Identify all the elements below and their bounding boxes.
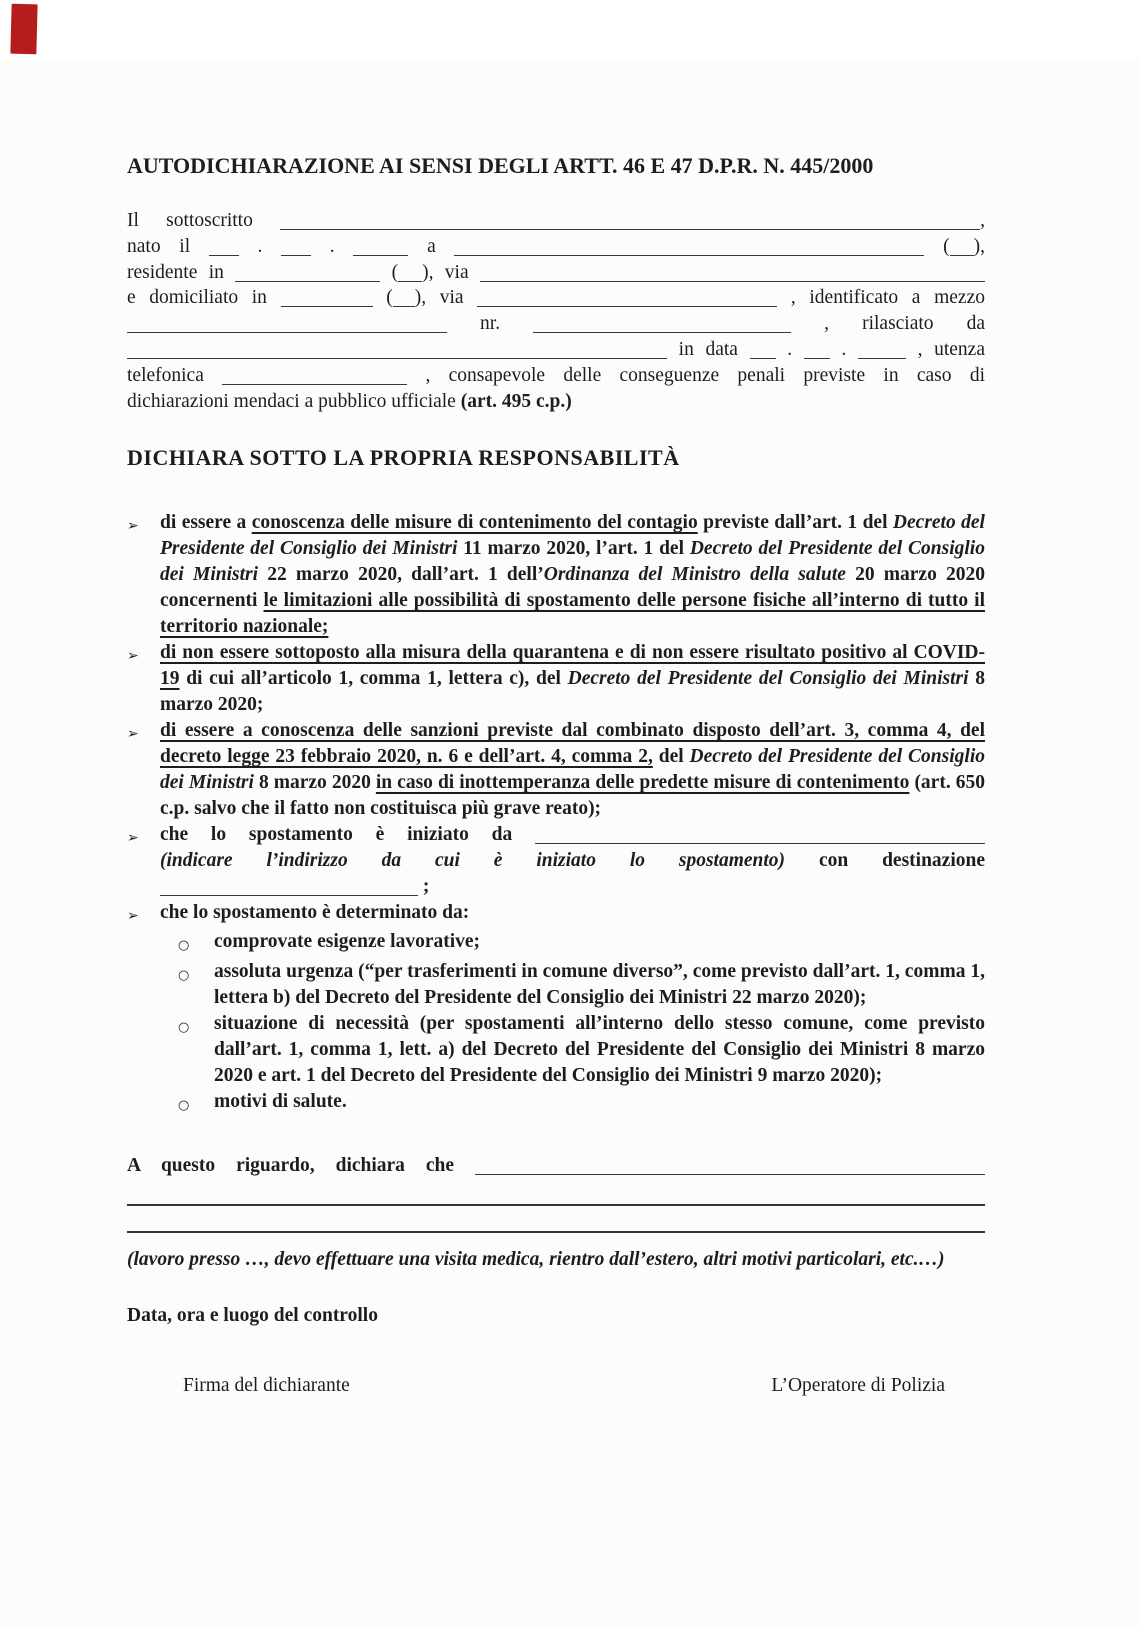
text-run: (lavoro presso …, devo effettuare una visita medica, rientro dall’estero, altri motivi particolari, etc.…) [127,1249,945,1271]
blank-field [480,261,985,282]
text-run: di non essere sottoposto alla misura della quarantena e di non essere risultato positivo al COVID-19 [160,642,985,690]
text-run: del [652,746,690,768]
bullet-content [214,1011,985,1089]
text-run: motivi di salute. [214,1091,347,1113]
bullet-content [160,900,985,929]
blank-field [950,235,974,256]
text-run: , utenza [905,338,985,360]
blank-field [533,313,791,334]
examples-note [127,1247,985,1273]
text-run: nato il [127,235,209,257]
text-line [214,959,985,1011]
blank-field [750,338,776,359]
text-line [127,363,985,389]
text-line [127,234,985,260]
text-run: in data [667,338,750,360]
text-line [160,900,985,926]
text-run: Decreto del Presidente del Consiglio dei Ministri [567,668,969,690]
text-run: di cui all’articolo 1, comma 1, lettera c), del [179,668,568,690]
text-run: DICHIARA SOTTO LA PROPRIA RESPONSABILITÀ [127,445,680,471]
bullet-item-quarantine [127,640,985,718]
text-run: Decreto del Presidente del Consiglio dei Ministri [160,512,985,560]
blank-field [281,287,373,308]
text-run: , identificato a mezzo [777,287,985,309]
text-run: situazione di necessità (per spostamenti all’interno dello stesso comune, come previsto dall’art. 1, comma 1, lett. a) del Decreto del Presidente del Consiglio dei Ministri 8 marzo 2020 e art. 1 del Decreto del Presidente del Consiglio dei Ministri 9 marzo 2020); [214,1013,985,1087]
text-run: ; [418,876,430,898]
text-run: che lo spostamento è determinato da: [160,902,470,924]
sub-bullet-work [178,929,985,959]
circle-bullet-icon: ○ [178,968,190,984]
text-run: 8 marzo 2020; [160,668,985,716]
text-run: Decreto del Presidente del Consiglio dei Ministri [160,538,985,586]
text-run: (indicare l’indirizzo da cui è iniziato lo spostamento) [160,850,786,872]
bullet-item-origin [127,822,985,900]
text-run: , rilasciato da [791,313,985,335]
blank-field [127,313,447,334]
text-run: . [775,338,804,360]
blank-field [535,824,985,845]
text-run: , [980,210,985,231]
text-run: (art. 650 c.p. salvo che il fatto non costituisca più grave reato); [160,772,985,820]
blank-rule-2 [127,1231,985,1233]
control-label [127,1303,985,1329]
text-line [127,337,985,363]
text-line [160,640,985,718]
blank-field [235,261,380,282]
text-run: 8 marzo 2020 [253,772,376,794]
text-run: . [238,235,282,257]
text-run: ), via [422,261,480,283]
text-run: 22 marzo 2020, dall’art. 1 dell’ [258,564,544,586]
text-run: che lo spostamento è iniziato da [160,824,535,846]
text-run: ), via [414,287,478,309]
text-line [127,285,985,311]
text-run: Decreto del Presidente del Consiglio dei Ministri [160,746,985,794]
text-run: in caso di inottemperanza delle predette misure di contenimento [375,772,910,794]
text-line [160,848,985,874]
text-run: . [311,235,354,257]
blank-field [804,338,830,359]
text-run: . [829,338,858,360]
text-line [160,718,985,822]
blank-field [127,338,667,359]
blank-field [477,287,777,308]
arrow-bullet-icon: ➢ [127,518,139,535]
circle-bullet-icon: ○ [178,938,190,954]
form-document [127,152,985,1399]
text-line [127,389,985,415]
text-line [214,929,985,955]
text-line [127,1247,985,1273]
text-run: residente in [127,261,236,283]
form-title [127,152,985,180]
text-line [160,510,985,640]
text-run: A questo riguardo, dichiara che [127,1155,475,1177]
bullet-content [214,1089,985,1119]
red-corner-mark [10,4,37,55]
text-run: ( [380,261,399,283]
text-run: previste dall’art. 1 del [697,512,893,534]
sub-bullet-health [178,1089,985,1119]
bullet-item-sanctions [127,718,985,822]
bullet-content [160,822,985,900]
text-run: dichiarazioni mendaci a pubblico ufficiale [127,390,461,412]
text-line [127,260,985,286]
text-run: 11 marzo 2020, l’art. 1 del [457,538,690,560]
text-run: conoscenza delle misure di contenimento del contagio [251,512,698,534]
blank-field [160,876,418,897]
bullet-content [214,959,985,1011]
blank-field [858,338,906,359]
blank-field [209,235,239,256]
blank-field [393,287,415,308]
text-line [214,1011,985,1089]
text-run: Ordinanza del Ministro della salute [543,564,846,586]
text-run: a [408,235,455,257]
signature-row [127,1373,985,1399]
blank-field [353,235,408,256]
text-run: telefonica [127,364,223,386]
sub-bullet-urgency [178,959,985,1011]
arrow-bullet-icon: ➢ [127,648,139,665]
text-run: e domiciliato in [127,287,281,309]
bullet-content [160,510,985,640]
text-run: le limitazioni alle possibilità di spostamento delle persone fisiche all’interno di tutto il territorio nazionale; [160,590,985,638]
text-line [127,1153,985,1179]
text-run: di essere a conoscenza delle sanzioni previste dal combinato disposto dell’art. 3, comma 4, del decreto legge 23 febbraio 2020, n. 6 e dell’art. 4, comma 2, [160,720,985,768]
blank-field [475,1155,985,1176]
text-run: assoluta urgenza (“per trasferimenti in comune diverso”, come previsto dall’art. 1, comma 1, lettera b) del Decreto del Presidente del Consiglio dei Ministri 22 marzo 2020); [214,961,985,1009]
circle-bullet-icon: ○ [178,1020,190,1036]
text-run: di essere a [160,512,252,534]
text-run: ( [924,235,950,257]
text-run: Il sottoscritto [127,210,281,231]
arrow-bullet-icon: ➢ [127,726,139,743]
text-run: , consapevole delle conseguenze penali previste in caso di [407,364,985,386]
text-line [160,874,985,900]
bullet-content [160,640,985,718]
blank-field [281,235,311,256]
blank-field [398,261,422,282]
bullet-item-measures [127,510,985,640]
signature-officer-label: L’Operatore di Polizia [771,1375,945,1397]
arrow-bullet-icon: ➢ [127,830,139,847]
text-run: nr. [447,313,534,335]
text-run: comprovate esigenze lavorative; [214,931,481,953]
bullet-item-reason [127,900,985,929]
text-line [127,1303,985,1329]
text-line [127,311,985,337]
text-line [127,444,985,472]
arrow-bullet-icon: ➢ [127,908,139,925]
blank-field [222,364,407,385]
sub-bullet-necessity [178,1011,985,1089]
bullet-content [160,718,985,822]
text-run: ( [372,287,393,309]
section-heading [127,444,985,472]
intro-paragraph [127,208,985,414]
text-line [127,208,985,234]
blank-field [454,235,924,256]
blank-field [280,210,980,231]
text-line [127,152,985,180]
text-line [160,822,985,848]
text-run: con destinazione [785,850,985,872]
declaration-line [127,1153,985,1179]
bullet-content [214,929,985,959]
text-run: (art. 495 c.p.) [460,390,572,412]
signature-declarant-label: Firma del dichiarante [183,1375,350,1397]
text-run: ), [973,235,986,257]
text-run: 20 marzo 2020 concernenti [160,564,985,612]
circle-bullet-icon: ○ [178,1098,190,1114]
text-run: AUTODICHIARAZIONE AI SENSI DEGLI ARTT. 46 E 47 D.P.R. N. 445/2000 [127,153,874,178]
text-run: Data, ora e luogo del controllo [127,1305,378,1327]
text-line [214,1089,985,1115]
blank-rule-1 [127,1204,985,1206]
